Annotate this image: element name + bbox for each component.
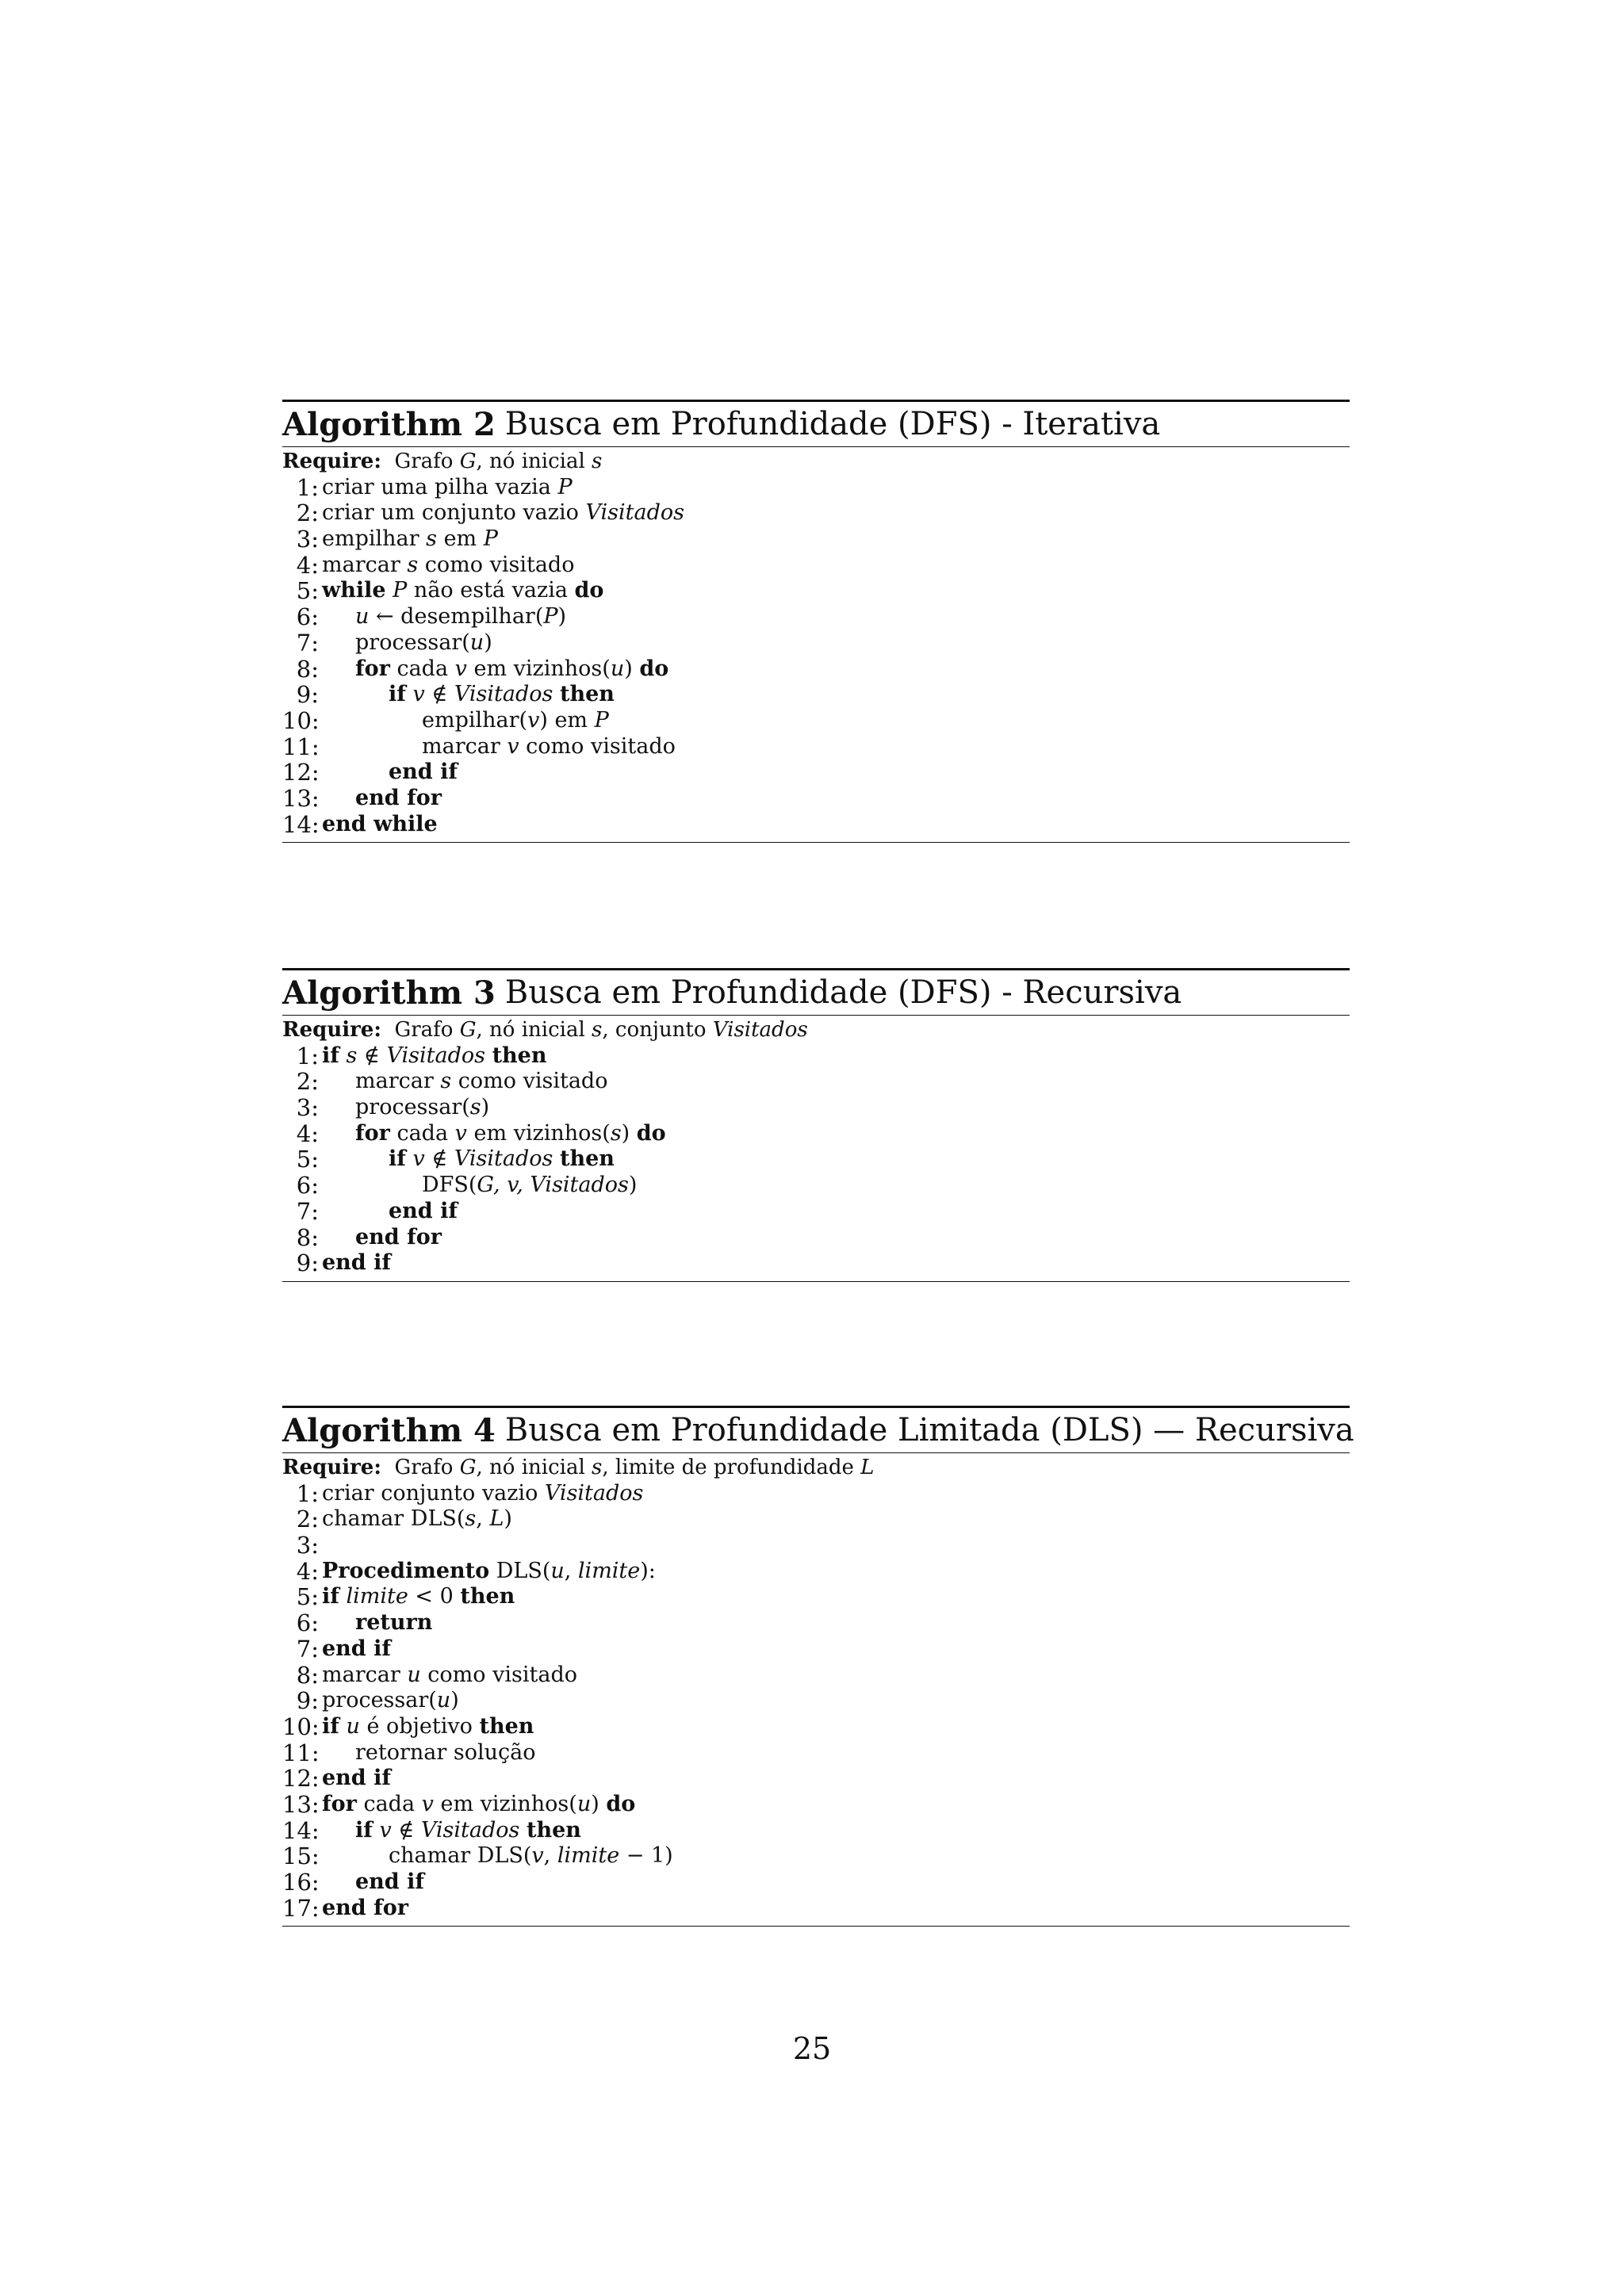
- algorithm-3: [282, 968, 1350, 1282]
- algorithm-line: [282, 1250, 1350, 1276]
- line-text: [355, 656, 668, 683]
- line-text: [389, 760, 458, 786]
- page-number: 25: [792, 2031, 832, 2066]
- require-part: , limite de profundidade: [602, 1456, 861, 1479]
- require-line: [282, 449, 1350, 475]
- algorithm-line: [282, 1740, 1350, 1766]
- line-text: [322, 812, 438, 838]
- keyword: for: [355, 1120, 390, 1146]
- text-fragment: marcar: [422, 733, 508, 759]
- algorithm-line: [282, 526, 1350, 553]
- line-number: 13:: [282, 784, 320, 812]
- line-text: [322, 1250, 391, 1276]
- text-fragment: cada: [389, 656, 455, 681]
- keyword: do: [574, 578, 604, 603]
- line-number: 2:: [296, 1506, 319, 1533]
- math-symbol: s: [610, 1120, 622, 1146]
- keyword: end while: [322, 811, 438, 836]
- algorithm-line: [282, 553, 1350, 579]
- require-part: Visitados: [712, 1018, 808, 1042]
- algorithm-line: [282, 1506, 1350, 1533]
- keyword: if: [322, 1043, 339, 1068]
- algorithm-line: [282, 734, 1350, 760]
- line-number: 15:: [282, 1843, 320, 1870]
- line-number: 14:: [282, 810, 320, 838]
- line-text: [322, 1714, 534, 1740]
- line-text: [355, 1740, 535, 1766]
- math-symbol: L: [489, 1506, 504, 1532]
- line-number: 4:: [296, 1557, 319, 1585]
- line-number: 6:: [296, 1609, 319, 1637]
- keyword: if: [389, 682, 406, 707]
- keyword: then: [492, 1043, 547, 1068]
- keyword: if: [322, 1584, 339, 1609]
- algorithm-title: Busca em Profundidade (DFS) - Recursiva: [504, 974, 1182, 1011]
- line-text: [322, 1663, 577, 1689]
- algorithm-line: [282, 1199, 1350, 1225]
- text-fragment: ): [450, 1688, 459, 1713]
- text-fragment: ∉: [424, 1146, 454, 1172]
- line-text: [355, 1069, 607, 1095]
- algorithm-line: [282, 1663, 1350, 1689]
- require-label: Require:: [282, 450, 381, 473]
- algorithm-caption: [282, 1406, 1354, 1453]
- algorithm-line: [282, 1559, 1350, 1585]
- line-text: [322, 1636, 391, 1663]
- text-fragment: ∉: [424, 682, 454, 707]
- text-fragment: chamar DLS(: [389, 1843, 532, 1869]
- algorithm-line: [282, 1792, 1350, 1818]
- math-symbol: s: [440, 1069, 452, 1094]
- algorithm-line: [282, 1714, 1350, 1740]
- text-fragment: processar(: [355, 629, 470, 655]
- line-text: [355, 1610, 432, 1636]
- text-fragment: criar uma pilha vazia: [322, 474, 558, 499]
- math-symbol: P: [393, 578, 408, 603]
- keyword: end if: [322, 1250, 391, 1276]
- text-fragment: como visitado: [420, 1662, 577, 1687]
- line-number: 13:: [282, 1790, 320, 1818]
- algorithm-4: [282, 1406, 1354, 1927]
- line-number: 9:: [296, 1249, 319, 1277]
- keyword: do: [636, 1120, 666, 1146]
- text-fragment: [485, 1043, 492, 1068]
- algorithm-line: [282, 578, 1350, 604]
- line-text: [355, 1869, 424, 1896]
- keyword: end for: [322, 1895, 408, 1920]
- line-number: 3:: [296, 1532, 319, 1559]
- require-line: [282, 1017, 1350, 1043]
- text-fragment: em vizinhos(: [466, 656, 611, 681]
- keyword: then: [526, 1817, 581, 1843]
- math-symbol: Visitados: [454, 682, 553, 707]
- text-fragment: [519, 1818, 527, 1843]
- line-number: 10:: [282, 706, 320, 734]
- text-fragment: cada: [356, 1791, 422, 1816]
- text-fragment: marcar: [322, 552, 408, 577]
- algorithm-line: [282, 1069, 1350, 1095]
- line-number: 12:: [282, 1765, 320, 1793]
- text-fragment: DFS(: [422, 1173, 477, 1198]
- line-text: [322, 1766, 391, 1792]
- line-number: 3:: [296, 1094, 319, 1122]
- algorithm-label: Algorithm 4: [282, 1411, 496, 1449]
- require-part: Grafo: [394, 1018, 460, 1042]
- math-symbol: s: [426, 526, 437, 552]
- algorithm-line: [282, 1121, 1350, 1147]
- line-text: [355, 786, 442, 812]
- math-symbol: Visitados: [544, 1480, 644, 1506]
- math-symbol: v: [379, 1817, 392, 1843]
- math-symbol: u: [576, 1791, 592, 1816]
- line-number: 17:: [282, 1894, 320, 1922]
- math-symbol: limite: [346, 1584, 408, 1609]
- line-text: [422, 1173, 637, 1199]
- text-fragment: empilhar(: [422, 707, 528, 733]
- algorithm-line: [282, 812, 1350, 838]
- line-number: 3:: [296, 526, 319, 553]
- math-symbol: P: [483, 526, 498, 552]
- line-number: 8:: [296, 1223, 319, 1251]
- algorithm-body: [282, 1016, 1350, 1282]
- line-number: 7:: [296, 1635, 319, 1663]
- math-symbol: v: [507, 733, 519, 759]
- text-fragment: marcar: [322, 1662, 408, 1687]
- algorithm-line: [282, 1225, 1350, 1251]
- math-symbol: u: [436, 1688, 451, 1713]
- line-text: [422, 708, 609, 734]
- keyword: end if: [389, 760, 458, 785]
- math-symbol: s: [465, 1506, 477, 1532]
- math-symbol: v: [412, 1146, 425, 1172]
- line-number: 12:: [282, 759, 320, 786]
- line-number: 11:: [282, 733, 320, 760]
- line-number: 4:: [296, 551, 319, 579]
- require-part: s: [592, 1018, 603, 1042]
- math-symbol: u: [407, 1662, 421, 1687]
- algorithm-line: [282, 500, 1350, 526]
- text-fragment: empilhar: [322, 526, 427, 552]
- line-number: 6:: [296, 1172, 319, 1200]
- math-symbol: G, v, Visitados: [477, 1173, 629, 1198]
- line-text: [322, 500, 684, 526]
- text-fragment: ): [628, 1173, 638, 1198]
- line-text: [322, 1584, 515, 1610]
- line-number: 5:: [296, 1146, 319, 1173]
- require-part: G: [459, 1018, 477, 1042]
- keyword: return: [355, 1610, 433, 1636]
- text-fragment: ,: [476, 1506, 490, 1532]
- math-symbol: Visitados: [386, 1043, 485, 1068]
- line-text: [322, 526, 498, 553]
- algorithm-line: [282, 760, 1350, 786]
- algorithm-line: [282, 630, 1350, 656]
- text-fragment: ): [484, 629, 492, 655]
- line-text: [389, 1843, 673, 1869]
- keyword: end if: [322, 1636, 391, 1661]
- require-part: , nó inicial: [476, 450, 592, 473]
- require-part: G: [459, 450, 477, 473]
- algorithm-body: [282, 1453, 1350, 1927]
- text-fragment: [553, 682, 560, 706]
- algorithm-line: [282, 1610, 1350, 1636]
- line-text: [322, 1506, 512, 1533]
- math-symbol: v: [527, 707, 540, 733]
- text-fragment: ,: [564, 1558, 578, 1583]
- text-fragment: [386, 578, 393, 603]
- text-fragment: ∉: [391, 1817, 421, 1843]
- line-text: [322, 578, 603, 604]
- algorithm-label: Algorithm 2: [282, 405, 496, 443]
- algorithm-line: [282, 604, 1350, 630]
- math-symbol: u: [610, 656, 625, 681]
- math-symbol: limite: [557, 1843, 620, 1869]
- line-number: 14:: [282, 1816, 320, 1844]
- algorithm-line: [282, 1636, 1350, 1663]
- math-symbol: u: [355, 604, 370, 629]
- algorithm-2: [282, 400, 1350, 843]
- math-symbol: s: [346, 1043, 358, 1068]
- math-symbol: u: [469, 629, 485, 655]
- line-number: 6:: [296, 603, 319, 631]
- math-symbol: v: [454, 1120, 467, 1146]
- algorithm-line: [282, 1584, 1350, 1610]
- keyword: if: [355, 1817, 373, 1843]
- line-text: [355, 1818, 581, 1844]
- line-number: 5:: [296, 1583, 319, 1611]
- text-fragment: como visitado: [418, 552, 575, 577]
- keyword: end for: [355, 785, 442, 810]
- line-text: [322, 553, 574, 579]
- line-number: 9:: [296, 1687, 319, 1715]
- algorithm-line: [282, 1818, 1350, 1844]
- math-symbol: v: [454, 656, 467, 681]
- line-number: 1:: [296, 1042, 319, 1070]
- algorithm-line: [282, 1843, 1350, 1869]
- math-symbol: P: [557, 474, 573, 499]
- keyword: end if: [389, 1198, 458, 1223]
- keyword: Procedimento: [322, 1558, 490, 1583]
- line-text: [389, 1199, 458, 1225]
- text-fragment: ) em: [539, 707, 595, 733]
- algorithm-line: [282, 656, 1350, 683]
- math-symbol: limite: [577, 1558, 641, 1583]
- keyword: if: [389, 1146, 406, 1172]
- line-text: [355, 1121, 666, 1147]
- math-symbol: v: [531, 1843, 544, 1869]
- require-label: Require:: [282, 1456, 381, 1479]
- line-text: [422, 734, 676, 760]
- math-symbol: v: [421, 1791, 434, 1816]
- text-fragment: ): [624, 656, 640, 681]
- algorithm-body: [282, 447, 1350, 843]
- text-fragment: criar conjunto vazio: [322, 1480, 545, 1506]
- keyword: while: [322, 578, 386, 603]
- math-symbol: s: [407, 552, 419, 577]
- math-symbol: u: [346, 1713, 360, 1739]
- require-part: s: [592, 450, 603, 473]
- require-part: s: [592, 1456, 603, 1479]
- line-number: 8:: [296, 655, 319, 683]
- keyword: if: [322, 1713, 339, 1739]
- algorithm-line: [282, 1896, 1350, 1922]
- line-number: 8:: [296, 1661, 319, 1689]
- math-symbol: v: [412, 682, 425, 707]
- algorithm-caption: [282, 400, 1350, 447]
- line-text: [322, 1481, 643, 1507]
- line-text: [322, 1043, 547, 1070]
- keyword: for: [322, 1791, 357, 1816]
- line-text: [355, 630, 492, 656]
- text-fragment: ,: [543, 1843, 557, 1869]
- require-part: , nó inicial: [476, 1456, 592, 1479]
- require-part: , conjunto: [602, 1018, 713, 1042]
- require-part: G: [459, 1456, 477, 1479]
- require-part: Grafo: [394, 450, 460, 473]
- line-text: [355, 1225, 442, 1251]
- text-fragment: [553, 1146, 560, 1171]
- text-fragment: criar um conjunto vazio: [322, 500, 586, 526]
- text-fragment: retornar solução: [355, 1739, 536, 1765]
- line-number: 1:: [296, 473, 319, 501]
- line-text: [322, 1792, 635, 1818]
- keyword: end if: [355, 1869, 424, 1894]
- text-fragment: não está vazia: [407, 578, 575, 603]
- math-symbol: Visitados: [585, 500, 684, 526]
- text-fragment: DLS(: [489, 1558, 551, 1583]
- line-number: 7:: [296, 1197, 319, 1225]
- keyword: then: [559, 682, 615, 707]
- text-fragment: ): [481, 1095, 490, 1120]
- math-symbol: Visitados: [454, 1146, 553, 1172]
- line-number: 2:: [296, 499, 319, 527]
- line-number: 7:: [296, 629, 319, 656]
- text-fragment: processar(: [322, 1688, 437, 1713]
- text-fragment: em vizinhos(: [466, 1120, 611, 1146]
- text-fragment: ): [557, 604, 567, 629]
- algorithm-line: [282, 1095, 1350, 1121]
- text-fragment: ): [591, 1791, 607, 1816]
- text-fragment: < 0: [408, 1584, 461, 1609]
- require-part: , nó inicial: [476, 1018, 592, 1042]
- line-number: 16:: [282, 1869, 320, 1896]
- line-number: 10:: [282, 1712, 320, 1740]
- math-symbol: P: [543, 604, 558, 629]
- keyword: then: [460, 1584, 515, 1609]
- require-part: L: [860, 1456, 875, 1479]
- keyword: do: [639, 656, 669, 681]
- text-fragment: ): [504, 1506, 512, 1532]
- keyword: then: [479, 1713, 534, 1739]
- algorithm-line: [282, 1481, 1350, 1507]
- keyword: end if: [322, 1766, 391, 1791]
- text-fragment: ∉: [357, 1043, 387, 1068]
- algorithm-line: [282, 786, 1350, 812]
- algorithm-line: [282, 1173, 1350, 1199]
- text-fragment: ← desempilhar(: [369, 604, 544, 629]
- text-fragment: é objetivo: [359, 1713, 480, 1739]
- line-text: [389, 1146, 615, 1173]
- keyword: do: [606, 1791, 636, 1816]
- algorithm-line: [282, 708, 1350, 734]
- line-text: [355, 604, 566, 630]
- algorithm-line: [282, 1688, 1350, 1714]
- line-text: [322, 1688, 459, 1714]
- math-symbol: P: [594, 707, 609, 733]
- require-line: [282, 1455, 1350, 1481]
- text-fragment: ):: [640, 1558, 656, 1583]
- math-symbol: s: [469, 1095, 481, 1120]
- text-fragment: ): [621, 1120, 637, 1146]
- line-text: [322, 1896, 408, 1922]
- text-fragment: chamar DLS(: [322, 1506, 465, 1532]
- algorithm-caption: [282, 968, 1350, 1016]
- line-text: [322, 475, 573, 501]
- line-text: [389, 682, 615, 708]
- text-fragment: processar(: [355, 1095, 470, 1120]
- text-fragment: como visitado: [451, 1069, 608, 1094]
- math-symbol: Visitados: [420, 1817, 520, 1843]
- text-fragment: como visitado: [519, 733, 676, 759]
- algorithm-line: [282, 1766, 1350, 1792]
- line-number: 9:: [296, 681, 319, 709]
- text-fragment: em vizinhos(: [433, 1791, 577, 1816]
- require-part: Grafo: [394, 1456, 460, 1479]
- line-number: 4:: [296, 1119, 319, 1147]
- algorithm-line: [282, 1533, 1350, 1559]
- algorithm-line: [282, 475, 1350, 501]
- text-fragment: marcar: [355, 1069, 441, 1094]
- require-label: Require:: [282, 1018, 381, 1042]
- algorithm-line: [282, 1146, 1350, 1173]
- keyword: then: [559, 1146, 615, 1172]
- math-symbol: u: [550, 1558, 565, 1583]
- algorithm-line: [282, 1869, 1350, 1896]
- keyword: end for: [355, 1224, 442, 1249]
- algorithm-label: Algorithm 3: [282, 974, 496, 1012]
- line-text: [355, 1095, 489, 1121]
- text-fragment: em: [436, 526, 484, 552]
- line-number: 5:: [296, 577, 319, 605]
- line-text: [322, 1559, 656, 1585]
- keyword: for: [355, 656, 390, 681]
- text-fragment: − 1): [619, 1843, 673, 1869]
- line-number: 2:: [296, 1068, 319, 1096]
- line-number: 11:: [282, 1739, 320, 1766]
- text-fragment: cada: [389, 1120, 455, 1146]
- algorithm-title: Busca em Profundidade (DFS) - Iterativa: [504, 406, 1161, 442]
- algorithm-title: Busca em Profundidade Limitada (DLS) — Recursiva: [504, 1412, 1354, 1448]
- algorithm-line: [282, 1043, 1350, 1070]
- line-number: 1:: [296, 1479, 319, 1507]
- algorithm-line: [282, 682, 1350, 708]
